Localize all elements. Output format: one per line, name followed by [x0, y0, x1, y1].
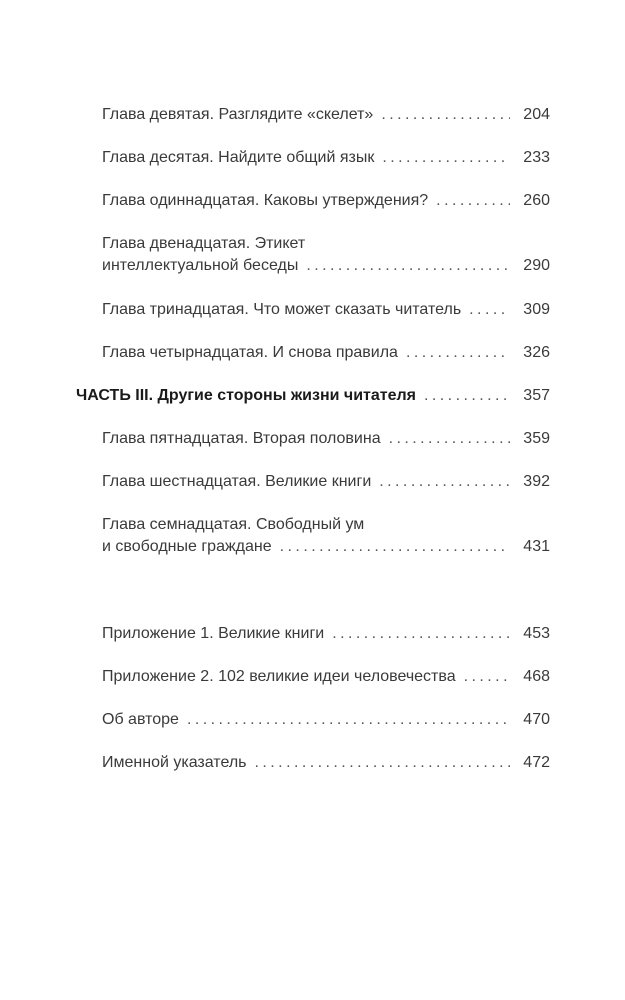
dot-leader: [187, 709, 510, 731]
toc-page-number: 431: [523, 538, 550, 555]
toc-entry-appendix-2[interactable]: [102, 666, 550, 688]
toc-page-number: 359: [523, 430, 550, 447]
dot-leader: [381, 104, 510, 126]
toc-entry-title: Глава тринадцатая. Что может сказать читатель: [102, 301, 462, 318]
toc-page-number: 472: [523, 754, 550, 771]
toc-entry-title: Приложение 1. Великие книги: [102, 625, 325, 642]
toc-entry-chapter-12[interactable]: [102, 233, 550, 277]
toc-entry-appendix-1[interactable]: [102, 623, 550, 645]
toc-entry-title: Глава двенадцатая. Этикет: [102, 235, 306, 252]
toc-page-number: 204: [523, 106, 550, 123]
toc-page-number: 326: [523, 344, 550, 361]
dot-leader: [306, 255, 510, 277]
toc-page-number: 453: [523, 625, 550, 642]
dot-leader: [280, 536, 510, 558]
toc-entry-title: Глава десятая. Найдите общий язык: [102, 149, 375, 166]
toc-entry-title: Глава шестнадцатая. Великие книги: [102, 473, 372, 490]
dot-leader: [389, 428, 510, 450]
toc-entry-title: Глава пятнадцатая. Вторая половина: [102, 430, 381, 447]
dot-leader: [436, 190, 510, 212]
toc-entry-title: Глава семнадцатая. Свободный ум: [102, 516, 365, 533]
toc-entry-title: Глава девятая. Разглядите «скелет»: [102, 106, 374, 123]
toc-entry-chapter-10[interactable]: [102, 147, 550, 169]
toc-page-number: 357: [523, 387, 550, 404]
toc-page-number: 290: [523, 257, 550, 274]
toc-page-number: 468: [523, 668, 550, 685]
toc-entry-part-3[interactable]: [76, 385, 550, 407]
toc-entry-chapter-17[interactable]: [102, 514, 550, 558]
dot-leader: [379, 471, 510, 493]
toc-entry-chapter-15[interactable]: [102, 428, 550, 450]
toc-page-number: 309: [523, 301, 550, 318]
toc-entry-chapter-11[interactable]: [102, 190, 550, 212]
toc-part-title: ЧАСТЬ III. Другие стороны жизни читателя: [76, 387, 416, 404]
dot-leader: [332, 623, 510, 645]
toc-entry-about-author[interactable]: [102, 709, 550, 731]
toc-entry-title-continued: интеллектуальной беседы: [102, 257, 299, 274]
toc-entry-title: Приложение 2. 102 великие идеи человечества: [102, 668, 456, 685]
toc-entry-chapter-9[interactable]: [102, 104, 550, 126]
toc-entry-title: Именной указатель: [102, 754, 247, 771]
toc-page-number: 233: [523, 149, 550, 166]
dot-leader: [424, 385, 510, 407]
toc-entry-title: Глава одиннадцатая. Каковы утверждения?: [102, 192, 429, 209]
toc-page-number: 260: [523, 192, 550, 209]
dot-leader: [406, 342, 510, 364]
dot-leader: [464, 666, 510, 688]
toc-page-number: 392: [523, 473, 550, 490]
toc-entry-title: Глава четырнадцатая. И снова правила: [102, 344, 398, 361]
dot-leader: [382, 147, 510, 169]
toc-entry-chapter-16[interactable]: [102, 471, 550, 493]
toc-entry-chapter-13[interactable]: [102, 299, 550, 321]
toc-entry-chapter-14[interactable]: [102, 342, 550, 364]
toc-entry-title-continued: и свободные граждане: [102, 538, 272, 555]
dot-leader: [469, 299, 510, 321]
dot-leader: [255, 752, 511, 774]
toc-entry-title: Об авторе: [102, 711, 179, 728]
toc-entry-name-index[interactable]: [102, 752, 550, 774]
toc-page-number: 470: [523, 711, 550, 728]
